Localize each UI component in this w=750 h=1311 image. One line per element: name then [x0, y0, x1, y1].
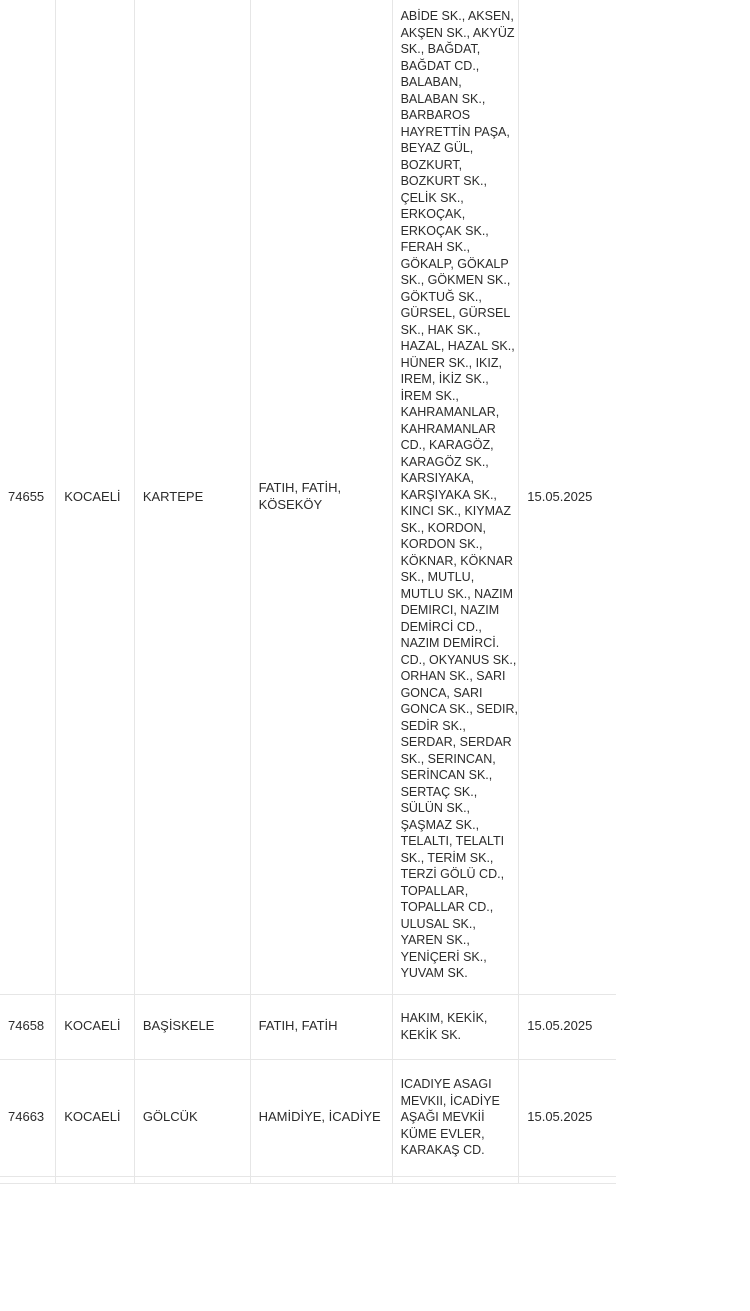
neighborhood-text: FATIH, FATİH, KÖSEKÖY	[258, 480, 342, 512]
neighborhood-text: HAMİDİYE, İCADİYE	[258, 1109, 381, 1125]
district-cell: KARTEPE	[134, 0, 250, 994]
city-cell: KOCAELİ	[56, 1059, 135, 1176]
date-cell: 15.05.2025	[519, 1059, 616, 1176]
date-cell: 15.05.2025	[519, 0, 616, 994]
date-cell	[519, 1176, 616, 1183]
neighborhood-text: FATIH, FATİH	[258, 1018, 338, 1034]
city-cell: KOCAELİ	[56, 0, 135, 994]
streets-cell: ICADIYE ASAGI MEVKII, İCADİYE AŞAĞI MEVKİİ KÜME EVLER, KARAKAŞ CD.	[392, 1059, 519, 1176]
streets-cell	[392, 1176, 519, 1183]
streets-cell: HAKIM, KEKİK, KEKİK SK.	[392, 994, 519, 1059]
neighborhood-cell	[250, 1059, 392, 1176]
table-row	[0, 1059, 616, 1176]
city-cell	[56, 1176, 135, 1183]
neighborhood-cell	[250, 1176, 392, 1183]
district-cell: BAŞİSKELE	[134, 994, 250, 1059]
id-cell: 74655	[0, 0, 56, 994]
id-cell: 74663	[0, 1059, 56, 1176]
date-cell: 15.05.2025	[519, 994, 616, 1059]
table-row	[0, 1176, 616, 1183]
district-cell	[134, 1176, 250, 1183]
city-cell: KOCAELİ	[56, 994, 135, 1059]
id-cell: 74658	[0, 994, 56, 1059]
neighborhood-cell	[250, 994, 392, 1059]
district-cell: GÖLCÜK	[134, 1059, 250, 1176]
id-cell	[0, 1176, 56, 1183]
neighborhood-cell	[250, 0, 392, 994]
table-row	[0, 994, 616, 1059]
streets-cell: ABİDE SK., AKSEN, AKŞEN SK., AKYÜZ SK., BAĞDAT, BAĞDAT CD., BALABAN, BALABAN SK., BARBAROS HAYRETTİN PAŞA, BEYAZ GÜL, BOZKURT, BOZKURT SK., ÇELİK SK., ERKOÇAK, ERKOÇAK SK., FERAH SK., GÖKALP, GÖKALP SK., GÖKMEN SK., GÖKTUĞ SK., GÜRSEL, GÜRSEL SK., HAK SK., HAZAL, HAZAL SK., HÜNER SK., IKIZ, IREM, İKİZ SK., İREM SK., KAHRAMANLAR, KAHRAMANLAR CD., KARAGÖZ, KARAGÖZ SK., KARSIYAKA, KARŞIYAKA SK., KINCI SK., KIYMAZ SK., KORDON, KORDON SK., KÖKNAR, KÖKNAR SK., MUTLU, MUTLU SK., NAZIM DEMIRCI, NAZIM DEMİRCİ CD., NAZIM DEMİRCİ. CD., OKYANUS SK., ORHAN SK., SARI GONCA, SARI GONCA SK., SEDIR, SEDİR SK., SERDAR, SERDAR SK., SERINCAN, SERİNCAN SK., SERTAÇ SK., SÜLÜN SK., ŞAŞMAZ SK., TELALTI, TELALTI SK., TERİM SK., TERZİ GÖLÜ CD., TOPALLAR, TOPALLAR CD., ULUSAL SK., YAREN SK., YENİÇERİ SK., YUVAM SK.	[392, 0, 519, 994]
